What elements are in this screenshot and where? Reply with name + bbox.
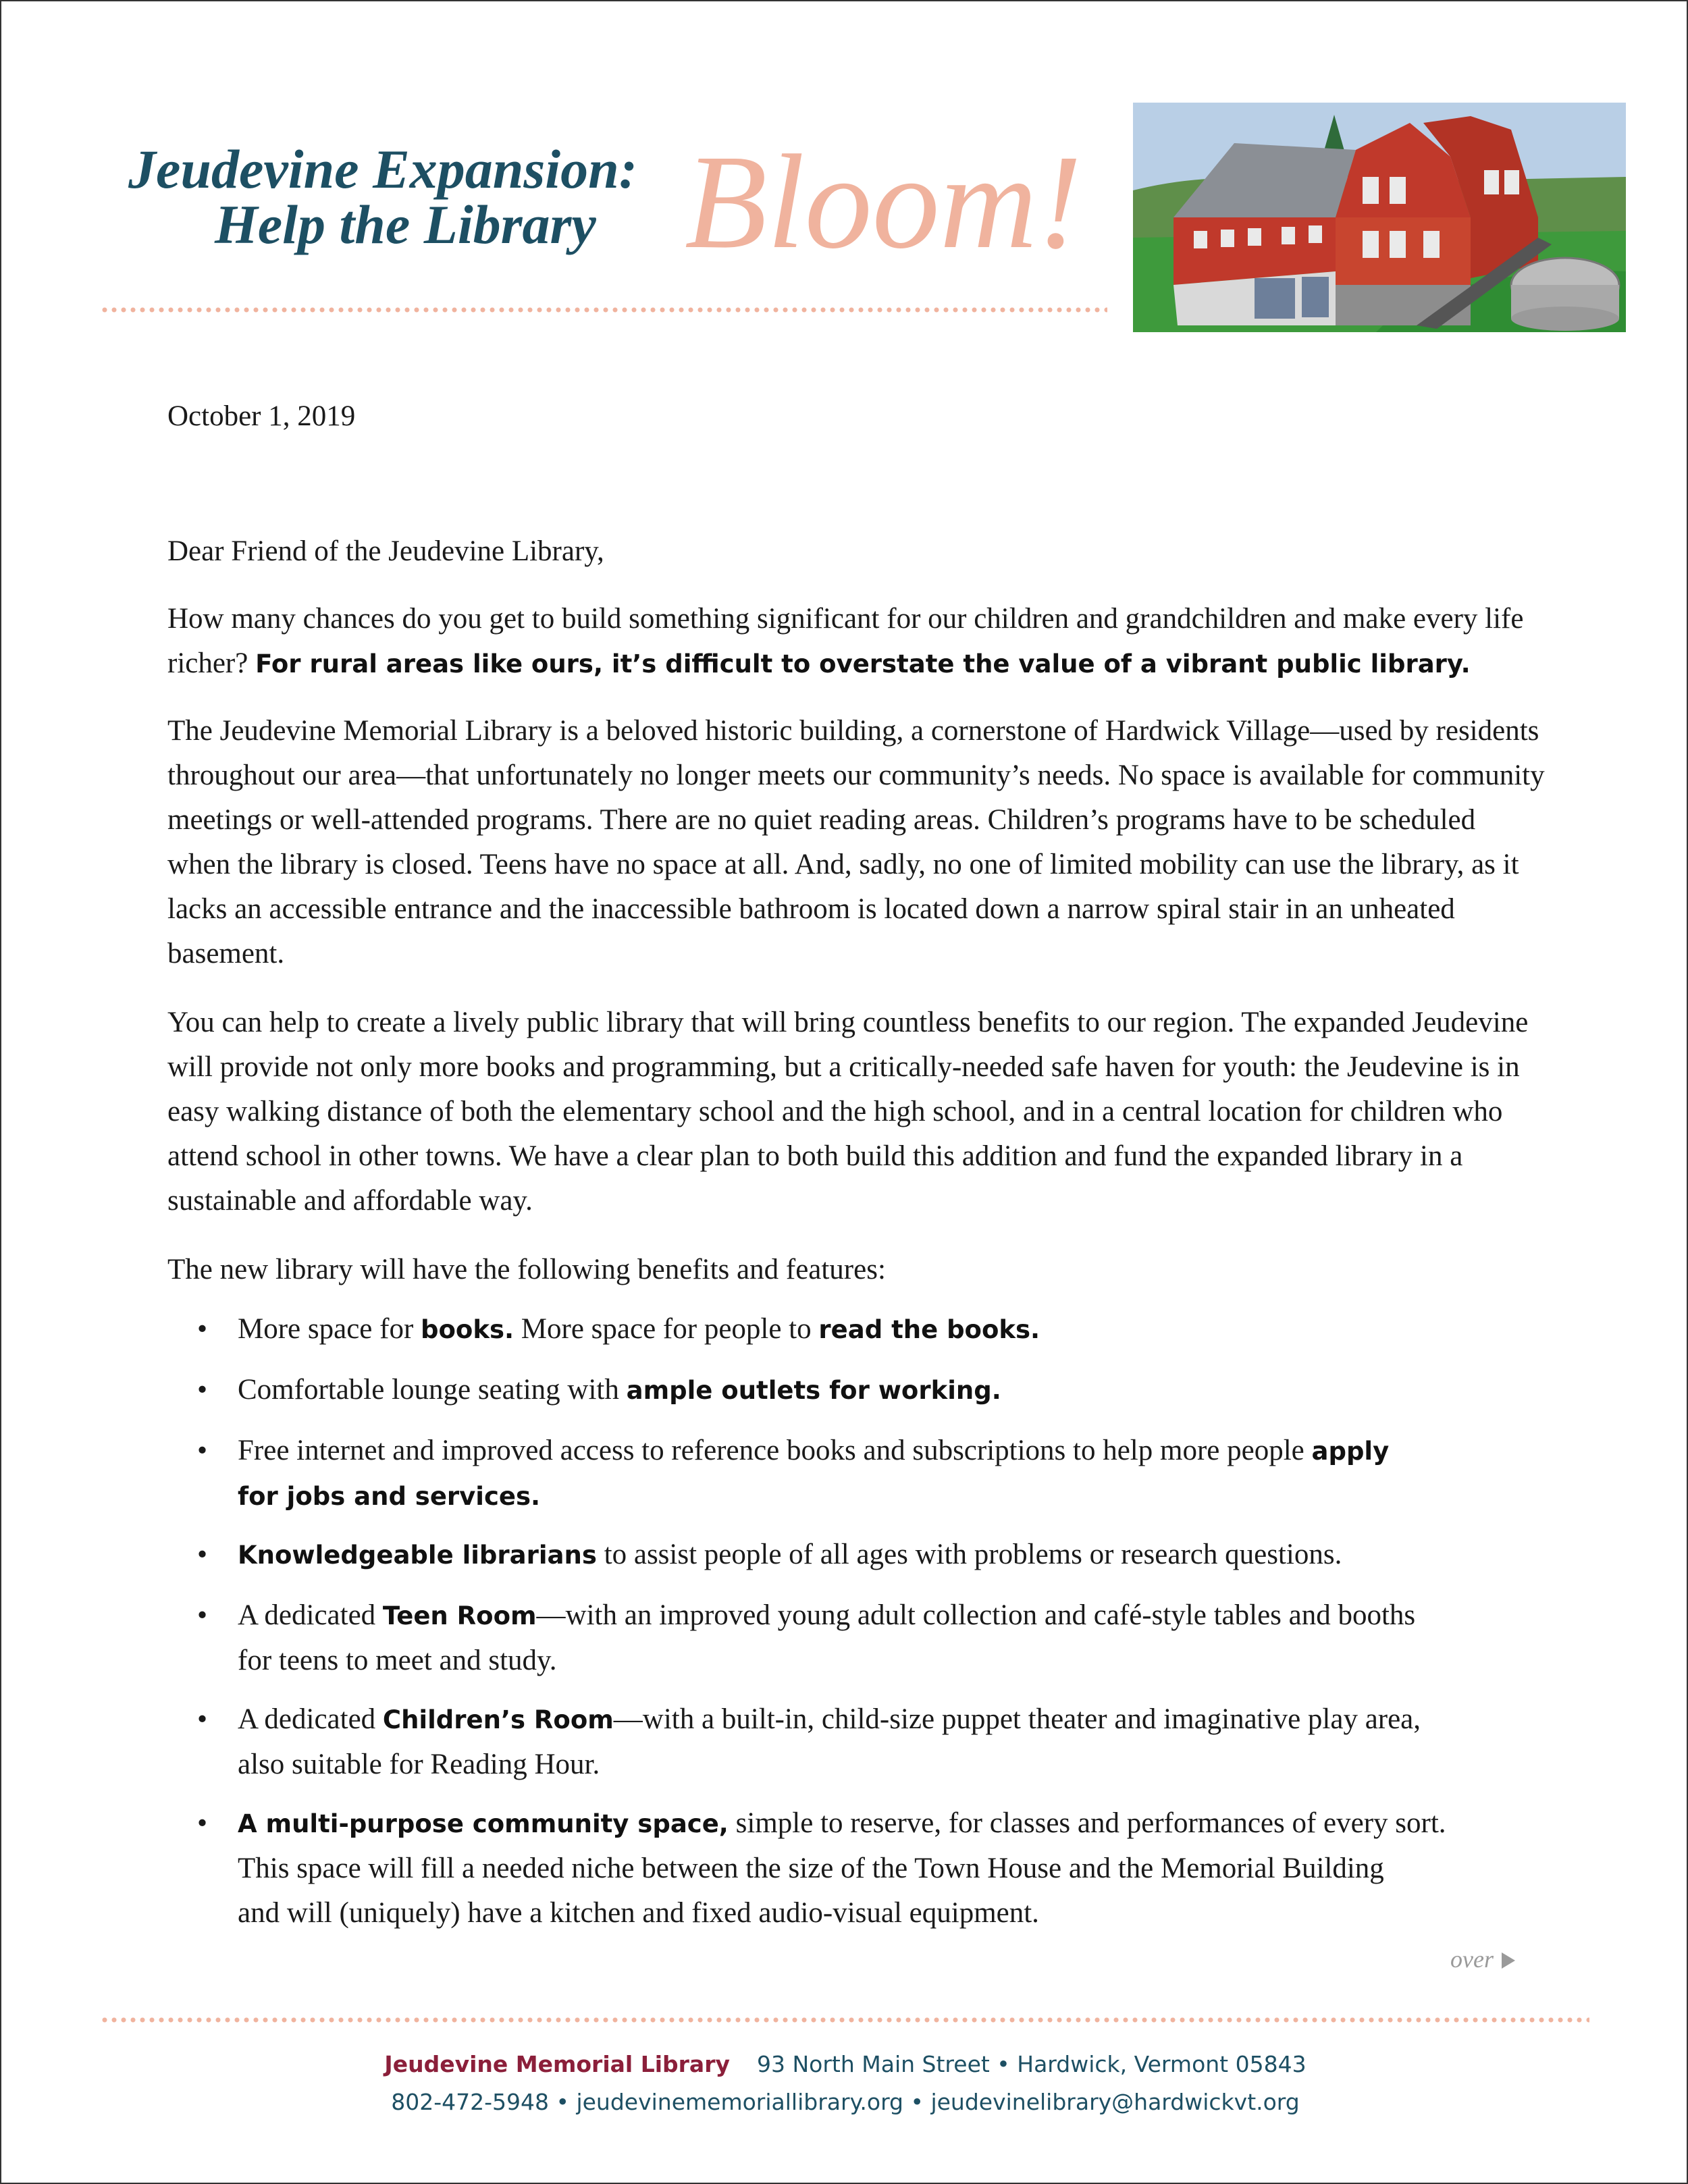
bullet-text: Free internet and improved access to reference books and subscriptions to help more people: [238, 1435, 1312, 1466]
bullet-bold: ample outlets for working.: [626, 1376, 1001, 1405]
bullet-dot-icon: •: [197, 1539, 208, 1570]
title-line-2: Help the Library: [215, 194, 596, 255]
bullet-text: also suitable for Reading Hour.: [238, 1749, 600, 1780]
title-line-1: Jeudevine Expansion:: [128, 138, 637, 200]
bullet-bold: apply: [1311, 1437, 1390, 1466]
benefits-intro: The new library will have the following benefits and features:: [167, 1254, 886, 1285]
bullet-text: A dedicated: [238, 1703, 383, 1735]
footer-contact: 802-472-5948 • jeudevinememoriallibrary.org • jeudevinelibrary@hardwickvt.org: [391, 2089, 1300, 2115]
letter-salutation: Dear Friend of the Jeudevine Library,: [167, 535, 604, 567]
bullet-bold: for jobs and services.: [238, 1482, 541, 1511]
bullet-dot-icon: •: [197, 1374, 208, 1406]
bullet-text: —with an improved young adult collection and café-style tables and booths: [536, 1599, 1416, 1631]
bullet-text: simple to reserve, for classes and performances of every sort.: [728, 1807, 1446, 1839]
paragraph-2: The Jeudevine Memorial Library is a beloved historic building, a cornerstone of Hardwick Village—used by residents throughout our area—that unfortunately no longer meets our community’s needs. No space is available for community meetings or well-attended programs. There are no quiet reading areas. Children’s programs have to be scheduled when the library is closed. Teens have no space at all. And, sadly, no one of limited mobility can use the library, as it lacks an accessible entrance and the inaccessible bathroom is located down a narrow spiral stair in an unheated basement.: [167, 715, 1545, 969]
title-bloom: Bloom!: [685, 128, 1082, 277]
bullet-text: and will (uniquely) have a kitchen and fixed audio-visual equipment.: [238, 1897, 1039, 1929]
bullet-text: —with a built-in, child-size puppet theater and imaginative play area,: [613, 1703, 1421, 1735]
bullet-text: for teens to meet and study.: [238, 1645, 557, 1676]
over-text: over: [1450, 1946, 1494, 1973]
list-item: [197, 1307, 1539, 1352]
bullet-bold: Knowledgeable librarians: [238, 1541, 597, 1570]
bullet-text: A dedicated: [238, 1599, 383, 1631]
list-item: [197, 1697, 1539, 1787]
paragraph-1-bold: For rural areas like ours, it’s difficult to overstate the value of a vibrant public library.: [255, 649, 1471, 678]
footer-line-1: [1, 2051, 1688, 2077]
bullet-dot-icon: •: [197, 1599, 208, 1631]
bullet-text: to assist people of all ages with problems or research questions.: [596, 1539, 1342, 1570]
bullet-bold: books.: [421, 1315, 515, 1344]
bullet-dot-icon: •: [197, 1435, 208, 1466]
bullet-text: More space for people to: [514, 1313, 819, 1345]
list-item: [197, 1429, 1539, 1519]
letter-date: October 1, 2019: [167, 400, 356, 432]
paragraph-1: [167, 597, 1545, 687]
bullet-dot-icon: •: [197, 1703, 208, 1735]
paragraph-1-text: How many chances do you get to build something significant for our children and grandchildren and make every life richer?: [167, 603, 1524, 679]
bullet-bold: Teen Room: [382, 1601, 537, 1630]
footer-divider: [100, 2017, 1589, 2023]
play-arrow-icon: [1502, 1952, 1515, 1969]
paragraph-3: You can help to create a lively public library that will bring countless benefits to our region. The expanded Jeudevine will provide not only more books and programming, but a critically-needed safe haven for youth: the Jeudevine is in easy walking distance of both the elementary school and the high school, and in a central location for children who attend school in other towns. We have a clear plan to both build this addition and fund the expanded library in a sustainable and affordable way.: [167, 1007, 1529, 1217]
list-item: [197, 1368, 1539, 1413]
footer-address: 93 North Main Street • Hardwick, Vermont 05843: [757, 2051, 1307, 2077]
bullet-text: Comfortable lounge seating with: [238, 1374, 627, 1406]
bullet-dot-icon: •: [197, 1807, 208, 1839]
bullet-bold: Children’s Room: [382, 1705, 614, 1734]
footer-library-name: Jeudevine Memorial Library: [384, 2051, 730, 2077]
list-item: [197, 1801, 1539, 1936]
list-item: [197, 1533, 1539, 1578]
bullet-text: This space will fill a needed niche between the size of the Town House and the Memorial Building: [238, 1853, 1384, 1884]
bullet-bold: read the books.: [818, 1315, 1040, 1344]
bullet-bold: A multi-purpose community space,: [238, 1809, 729, 1838]
over-label: [1450, 1947, 1515, 1971]
header-divider: [100, 307, 1107, 313]
bullet-text: More space for: [238, 1313, 421, 1345]
bullet-dot-icon: •: [197, 1313, 208, 1345]
library-building-illustration-icon: [1133, 103, 1626, 332]
list-item: [197, 1593, 1539, 1683]
